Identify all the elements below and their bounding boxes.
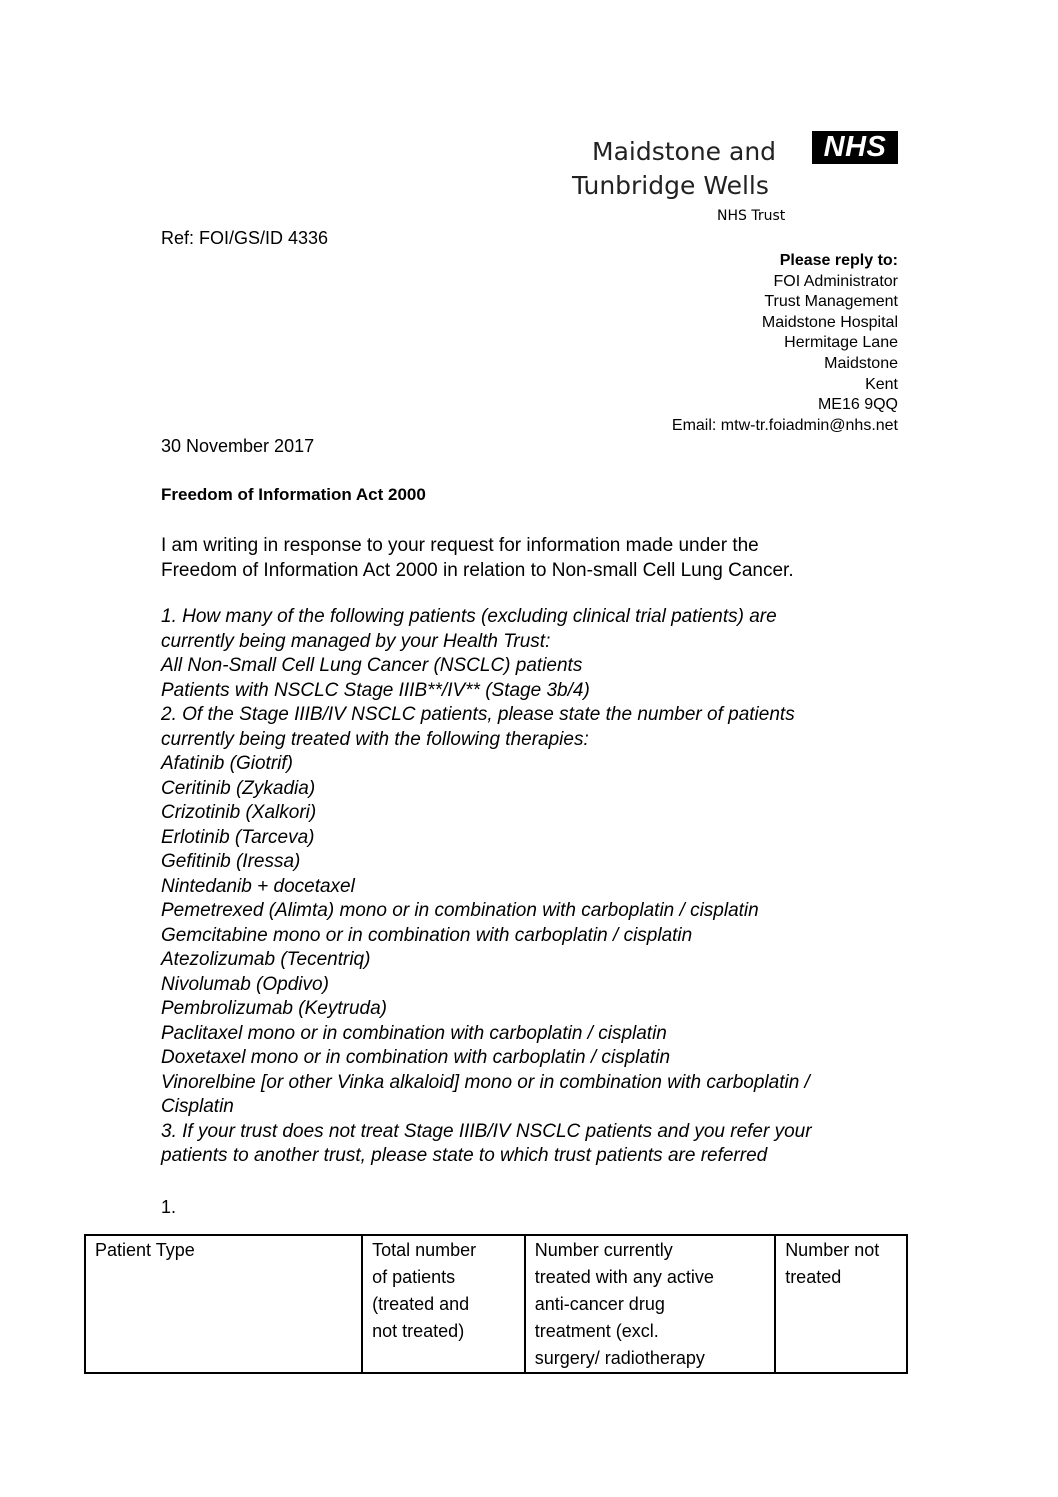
question-line: patients to another trust, please state to which trust patients are referred [161,1145,768,1166]
intro-paragraph [161,533,911,583]
patient-table [84,1234,908,1374]
intro-line: Freedom of Information Act 2000 in relation to Non-small Cell Lung Cancer. [161,560,794,581]
header-text-line: treated [785,1267,842,1287]
question-line: currently being treated with the following therapies: [161,728,589,750]
question-line: Afatinib (Giotrif) [161,753,293,774]
question-line: All Non-Small Cell Lung Cancer (NSCLC) patients [161,655,583,676]
question-line: Patients with NSCLC Stage IIIB**/IV** (Stage 3b/4) [161,679,590,701]
header-text-line: treatment (excl. [534,1321,659,1341]
question-line: Nivolumab (Opdivo) [161,973,329,995]
header-text-line: Number not [785,1240,880,1260]
header-text-line: Number currently [534,1240,673,1260]
address-line: Trust Management [764,293,898,311]
address-line: ME16 9QQ [817,396,898,414]
question-line: Pembrolizumab (Keytruda) [161,998,387,1019]
header-text-line: treated with any active [534,1267,714,1287]
question-line: Paclitaxel mono or in combination with carboplatin / cisplatin [161,1022,667,1044]
nhs-logo: NHS [812,131,898,164]
question-line: 3. If your trust does not treat Stage IIIB/IV NSCLC patients and you refer your [161,1120,812,1142]
answer-section-number: 1. [161,1197,177,1217]
header-text-line: of patients [372,1267,456,1287]
trust-name-line2: Tunbridge Wells [572,171,769,200]
reply-address [672,251,898,436]
letter-heading: Freedom of Information Act 2000 [161,485,426,504]
question-line: Ceritinib (Zykadia) [161,777,316,799]
trust-name-line1: Maidstone and [592,137,777,166]
question-line: Pemetrexed (Alimta) mono or in combination with carboplatin / cisplatin [161,900,759,921]
col-header-patient-type [85,1235,362,1373]
address-line: Maidstone [824,354,898,372]
address-line: Kent [865,375,898,393]
header-text-line: surgery/ radiotherapy [534,1348,705,1368]
col-header-currently-treated [525,1235,775,1373]
address-line: FOI Administrator [773,272,898,290]
question-line: Crizotinib (Xalkori) [161,802,317,823]
question-line: Cisplatin [161,1096,234,1117]
header-text-line: anti-cancer drug [534,1294,665,1314]
table-header-row [85,1235,907,1373]
letter-date: 30 November 2017 [161,436,315,456]
question-line: Atezolizumab (Tecentriq) [161,949,371,970]
question-line: Vinorelbine [or other Vinka alkaloid] mono or in combination with carboplatin / [161,1071,810,1093]
header-text-line: (treated and [372,1294,470,1314]
question-line: 2. Of the Stage IIIB/IV NSCLC patients, please state the number of patients [161,704,795,725]
email-line: Email: mtw-tr.foiadmin@nhs.net [671,416,898,434]
header-text-line: Total number [372,1240,477,1260]
nhs-trust-label: NHS Trust [717,208,786,224]
question-line: Doxetaxel mono or in combination with carboplatin / cisplatin [161,1047,671,1068]
address-line: Hermitage Lane [784,334,898,352]
reply-label: Please reply to: [779,252,898,269]
question-line: currently being managed by your Health Trust: [161,630,551,652]
question-line: 1. How many of the following patients (excluding clinical trial patients) are [161,606,777,627]
header-text-line: not treated) [372,1321,465,1341]
question-line: Nintedanib + docetaxel [161,875,355,897]
question-line: Gefitinib (Iressa) [161,851,301,872]
question-line: Erlotinib (Tarceva) [161,826,315,848]
col-header-not-treated [775,1235,907,1373]
col-header-total-patients [362,1235,525,1373]
question-line: Gemcitabine mono or in combination with carboplatin / cisplatin [161,924,693,946]
request-questions [161,605,921,1169]
header-text-line: Patient Type [95,1240,195,1260]
address-line: Maidstone Hospital [761,313,898,331]
reference-number: Ref: FOI/GS/ID 4336 [161,228,329,248]
intro-line: I am writing in response to your request for information made under the [161,535,759,556]
